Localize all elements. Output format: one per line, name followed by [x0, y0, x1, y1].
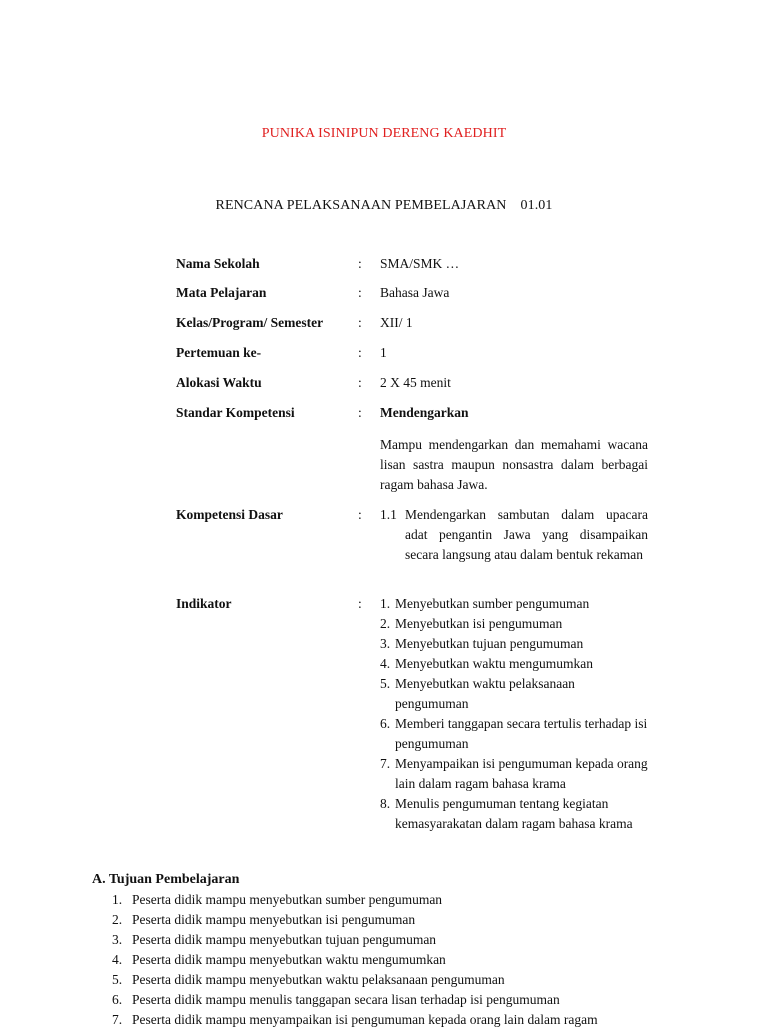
field-label-standard: Standar Kompetensi: [176, 405, 295, 420]
document-code: 01.01: [520, 198, 553, 213]
list-item: [380, 654, 650, 674]
field-colon: :: [358, 285, 362, 300]
list-item: [112, 990, 752, 1010]
document-title-text: RENCANA PELAKSANAAN PEMBELAJARAN: [215, 198, 507, 213]
draft-notice: PUNIKA ISINIPUN DERENG KAEDHIT: [261, 126, 507, 141]
field-label-time: Alokasi Waktu: [176, 375, 262, 390]
list-number: 3.: [112, 932, 123, 947]
list-text: Menyebutkan tujuan pengumuman: [395, 636, 584, 651]
objectives-list: [112, 890, 752, 1030]
list-item: [380, 754, 650, 794]
list-number: 2.: [112, 912, 123, 927]
document-title: [0, 198, 768, 214]
field-colon: :: [358, 345, 362, 360]
list-text: Menulis pengumuman tentang kegiatan kemasyarakatan dalam ragam bahasa krama: [395, 796, 633, 831]
field-value-school: SMA/SMK …: [380, 256, 460, 271]
list-text: Peserta didik mampu menyebutkan isi pengumuman: [132, 912, 416, 927]
list-number: 7.: [112, 1012, 123, 1027]
list-text: Menyebutkan sumber pengumuman: [395, 596, 590, 611]
list-number: 5.: [380, 676, 391, 691]
list-number: 4.: [380, 656, 391, 671]
field-value-meeting: 1: [380, 345, 387, 360]
list-text: Peserta didik mampu menyebutkan waktu pelaksanaan pengumuman: [132, 972, 505, 987]
section-heading-objectives: A. Tujuan Pembelajaran: [92, 872, 240, 887]
list-item: [380, 594, 650, 614]
field-label-school: Nama Sekolah: [176, 256, 260, 271]
list-number: 6.: [112, 992, 123, 1007]
list-item: [380, 674, 650, 714]
list-number: 2.: [380, 616, 391, 631]
list-number: 8.: [380, 796, 391, 811]
list-number: 6.: [380, 716, 391, 731]
list-item: [112, 890, 752, 910]
list-text: Peserta didik mampu menyebutkan tujuan pengumuman: [132, 932, 437, 947]
list-text: Peserta didik mampu menyebutkan sumber pengumuman: [132, 892, 443, 907]
list-item: [380, 714, 650, 754]
list-item: [112, 970, 752, 990]
field-colon: :: [358, 315, 362, 330]
list-text: Peserta didik mampu menyampaikan isi pengumuman kepada orang lain dalam ragam: [132, 1012, 598, 1027]
field-colon: :: [358, 596, 362, 611]
field-colon: :: [358, 256, 362, 271]
list-number: 1.: [380, 596, 391, 611]
field-colon: :: [358, 507, 362, 522]
list-number: 7.: [380, 756, 391, 771]
list-item: [112, 930, 752, 950]
field-value-subject: Bahasa Jawa: [380, 285, 450, 300]
list-number: 5.: [112, 972, 123, 987]
field-label-class: Kelas/Program/ Semester: [176, 315, 324, 330]
indicator-list: [380, 594, 650, 834]
list-number: 1.: [112, 892, 123, 907]
field-value-time: 2 X 45 menit: [380, 375, 451, 390]
list-text: Memberi tanggapan secara tertulis terhadap isi pengumuman: [395, 716, 648, 751]
list-item: [380, 794, 650, 834]
list-text: Peserta didik mampu menyebutkan waktu mengumumkan: [132, 952, 446, 967]
list-text: Menyebutkan waktu mengumumkan: [395, 656, 593, 671]
list-number: 3.: [380, 636, 391, 651]
field-value-class: XII/ 1: [380, 315, 413, 330]
standard-description: Mampu mendengarkan dan memahami wacana lisan sastra maupun nonsastra dalam berbagai ragam bahasa Jawa.: [380, 437, 648, 492]
list-item: [112, 910, 752, 930]
field-value-standard: Mendengarkan: [380, 405, 469, 420]
list-text: Menyebutkan waktu pelaksanaan pengumuman: [395, 676, 575, 711]
list-item: [380, 614, 650, 634]
field-label-indicators: Indikator: [176, 596, 232, 611]
list-item: [112, 1010, 752, 1030]
list-item: [112, 950, 752, 970]
list-item: [380, 634, 650, 654]
list-text: Peserta didik mampu menulis tanggapan secara lisan terhadap isi pengumuman: [132, 992, 560, 1007]
list-number: 4.: [112, 952, 123, 967]
field-label-meeting: Pertemuan ke-: [176, 345, 262, 360]
basic-competence: [380, 505, 648, 585]
list-text: Menyebutkan isi pengumuman: [395, 616, 563, 631]
field-label-subject: Mata Pelajaran: [176, 285, 267, 300]
field-label-basic-competence: Kompetensi Dasar: [176, 507, 283, 522]
field-colon: :: [358, 405, 362, 420]
basic-competence-text: Mendengarkan sambutan dalam upacara adat pengantin Jawa yang disampaikan secara langsung atau dalam bentuk rekaman: [405, 507, 648, 562]
basic-competence-number: 1.1: [380, 507, 397, 522]
field-colon: :: [358, 375, 362, 390]
list-text: Menyampaikan isi pengumuman kepada orang lain dalam ragam bahasa krama: [395, 756, 648, 791]
